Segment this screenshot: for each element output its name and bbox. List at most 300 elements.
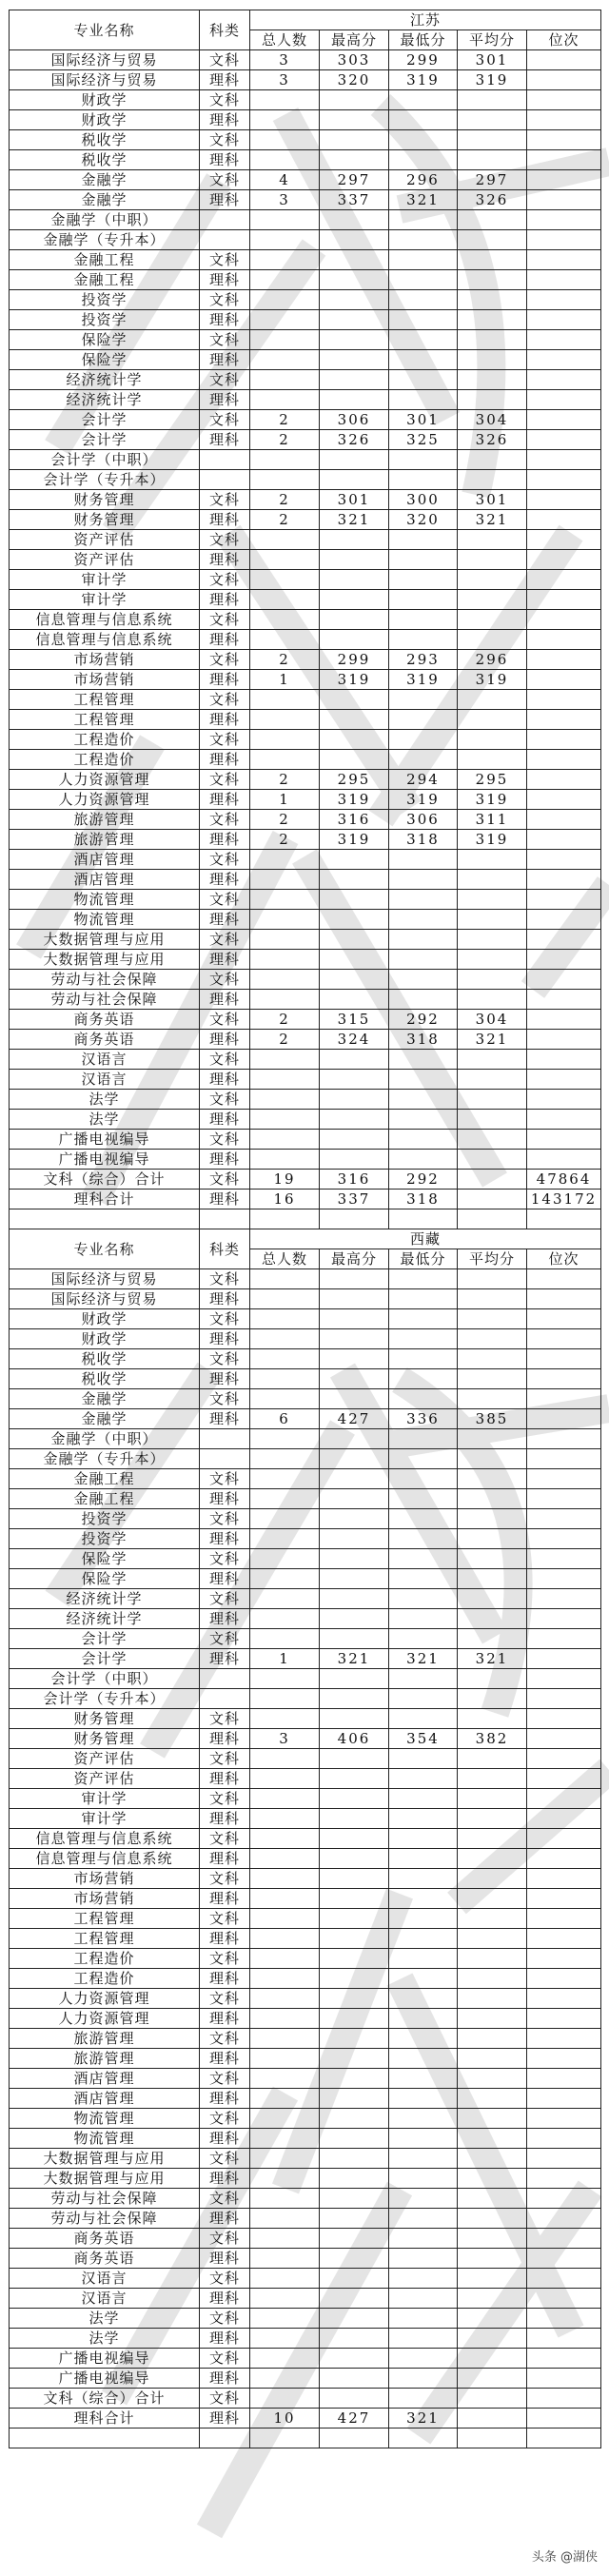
max-cell (320, 1489, 389, 1509)
avg-cell (458, 710, 527, 730)
column-header-total: 总人数 (250, 30, 320, 50)
max-cell (320, 2189, 389, 2209)
max-cell: 427 (320, 2409, 389, 2429)
table-row (10, 1649, 601, 1669)
rank-cell (527, 370, 601, 390)
category-cell (200, 450, 250, 470)
total-cell (250, 450, 320, 470)
table-row (10, 1150, 601, 1170)
avg-cell (458, 970, 527, 990)
total-cell (250, 1829, 320, 1849)
table-row (10, 1569, 601, 1589)
avg-cell (458, 630, 527, 650)
min-cell (389, 530, 458, 550)
max-cell (320, 1449, 389, 1469)
major-name-cell: 投资学 (10, 1529, 200, 1549)
table-row (10, 1389, 601, 1409)
table-row (10, 1269, 601, 1289)
max-cell (320, 250, 389, 270)
max-cell (320, 690, 389, 710)
max-cell: 337 (320, 1190, 389, 1209)
rank-cell (527, 350, 601, 370)
min-cell: 293 (389, 650, 458, 670)
category-cell: 理科 (200, 590, 250, 610)
rank-cell (527, 590, 601, 610)
avg-cell (458, 1569, 527, 1589)
category-cell (200, 230, 250, 250)
max-cell (320, 1050, 389, 1070)
major-name-cell: 法学 (10, 1110, 200, 1130)
total-cell (250, 1749, 320, 1769)
avg-cell: 311 (458, 810, 527, 830)
total-cell (250, 1509, 320, 1529)
category-cell: 文科 (200, 1629, 250, 1649)
max-cell (320, 2009, 389, 2029)
total-cell (250, 1889, 320, 1909)
rank-cell (527, 410, 601, 430)
avg-cell (458, 1589, 527, 1609)
avg-cell (458, 2069, 527, 2089)
major-name-cell: 物流管理 (10, 890, 200, 910)
min-cell (389, 1509, 458, 1529)
max-cell (320, 2129, 389, 2149)
avg-cell (458, 1849, 527, 1869)
max-cell (320, 530, 389, 550)
max-cell (320, 1669, 389, 1689)
max-cell (320, 450, 389, 470)
total-cell (250, 2269, 320, 2289)
min-cell (389, 130, 458, 150)
major-name-cell: 国际经济与贸易 (10, 70, 200, 90)
rank-cell (527, 1789, 601, 1809)
rank-cell (527, 530, 601, 550)
avg-cell (458, 1369, 527, 1389)
table-row (10, 1769, 601, 1789)
total-cell (250, 1629, 320, 1649)
category-cell: 文科 (200, 1389, 250, 1409)
min-cell (389, 870, 458, 890)
max-cell: 316 (320, 810, 389, 830)
min-cell: 301 (389, 410, 458, 430)
total-cell: 3 (250, 50, 320, 70)
major-name-cell: 市场营销 (10, 1869, 200, 1889)
major-name-cell: 会计学 (10, 1649, 200, 1669)
avg-cell (458, 690, 527, 710)
max-cell (320, 1529, 389, 1549)
total-cell (250, 1209, 320, 1229)
rank-cell (527, 1609, 601, 1629)
table-row (10, 750, 601, 770)
category-cell: 理科 (200, 150, 250, 170)
major-name-cell (10, 1209, 200, 1229)
min-cell: 319 (389, 70, 458, 90)
category-cell: 理科 (200, 2089, 250, 2109)
max-cell (320, 1429, 389, 1449)
table-row (10, 650, 601, 670)
rank-cell (527, 1649, 601, 1669)
max-cell (320, 2169, 389, 2189)
avg-cell: 319 (458, 830, 527, 850)
table-row (10, 110, 601, 130)
total-cell (250, 2009, 320, 2029)
total-cell (250, 1869, 320, 1889)
rank-cell (527, 810, 601, 830)
rank-cell (527, 1989, 601, 2009)
total-cell (250, 750, 320, 770)
rank-cell (527, 1429, 601, 1449)
total-cell (250, 2129, 320, 2149)
max-cell (320, 2149, 389, 2169)
avg-cell (458, 90, 527, 110)
category-cell: 理科 (200, 910, 250, 930)
max-cell (320, 2089, 389, 2109)
min-cell (389, 1669, 458, 1689)
table-row (10, 770, 601, 790)
table-row (10, 830, 601, 850)
rank-cell (527, 870, 601, 890)
max-cell (320, 230, 389, 250)
total-cell (250, 910, 320, 930)
min-cell (389, 2189, 458, 2209)
avg-cell (458, 2329, 527, 2349)
min-cell: 321 (389, 1649, 458, 1669)
min-cell (389, 1489, 458, 1509)
rank-cell (527, 2009, 601, 2029)
max-cell (320, 2289, 389, 2309)
rank-cell (527, 2229, 601, 2249)
max-cell: 306 (320, 410, 389, 430)
major-name-cell: 资产评估 (10, 1749, 200, 1769)
total-cell (250, 2249, 320, 2269)
max-cell (320, 1869, 389, 1889)
major-name-cell: 会计学 (10, 1629, 200, 1649)
major-name-cell: 保险学 (10, 1549, 200, 1569)
avg-cell: 319 (458, 70, 527, 90)
table-row (10, 2069, 601, 2089)
major-name-cell: 财务管理 (10, 490, 200, 510)
table-row (10, 2109, 601, 2129)
rank-cell (527, 1329, 601, 1349)
total-cell (250, 730, 320, 750)
avg-cell (458, 1909, 527, 1929)
min-cell (389, 1130, 458, 1150)
category-cell: 文科 (200, 1989, 250, 2009)
major-name-cell: 财务管理 (10, 1729, 200, 1749)
max-cell (320, 910, 389, 930)
avg-cell (458, 1789, 527, 1809)
rank-cell (527, 310, 601, 330)
table-row (10, 2289, 601, 2309)
avg-cell (458, 1090, 527, 1110)
category-cell: 理科 (200, 950, 250, 970)
max-cell (320, 470, 389, 490)
min-cell (389, 1429, 458, 1449)
table-row (10, 590, 601, 610)
avg-cell (458, 2009, 527, 2029)
category-cell: 理科 (200, 430, 250, 450)
max-cell: 324 (320, 1030, 389, 1050)
column-header-avg: 平均分 (458, 1249, 527, 1269)
table-row (10, 2369, 601, 2389)
total-cell (250, 2429, 320, 2448)
max-cell (320, 2069, 389, 2089)
table-row (10, 1969, 601, 1989)
max-cell: 301 (320, 490, 389, 510)
table-row (10, 970, 601, 990)
total-cell (250, 1389, 320, 1409)
major-name-cell: 大数据管理与应用 (10, 2169, 200, 2189)
total-cell (250, 2229, 320, 2249)
total-cell (250, 590, 320, 610)
total-cell (250, 250, 320, 270)
avg-cell: 326 (458, 190, 527, 210)
major-name-cell: 资产评估 (10, 550, 200, 570)
rank-cell (527, 1030, 601, 1050)
category-cell: 理科 (200, 1369, 250, 1389)
total-cell (250, 2049, 320, 2069)
total-cell (250, 1709, 320, 1729)
total-cell (250, 2329, 320, 2349)
major-name-cell: 金融工程 (10, 1489, 200, 1509)
avg-cell: 304 (458, 410, 527, 430)
major-name-cell: 信息管理与信息系统 (10, 1829, 200, 1849)
max-cell: 297 (320, 170, 389, 190)
category-cell: 文科 (200, 1949, 250, 1969)
category-cell: 理科 (200, 390, 250, 410)
total-cell (250, 1050, 320, 1070)
table-row (10, 370, 601, 390)
max-cell (320, 1709, 389, 1729)
min-cell (389, 850, 458, 870)
major-name-cell: 旅游管理 (10, 2029, 200, 2049)
max-cell (320, 1090, 389, 1110)
total-cell (250, 570, 320, 590)
total-cell: 3 (250, 70, 320, 90)
max-cell (320, 2249, 389, 2269)
avg-cell (458, 2089, 527, 2109)
max-cell (320, 1130, 389, 1150)
avg-cell: 296 (458, 650, 527, 670)
rank-cell (527, 110, 601, 130)
min-cell (389, 330, 458, 350)
min-cell (389, 2209, 458, 2229)
major-name-cell: 财政学 (10, 110, 200, 130)
major-name-cell (10, 2429, 200, 2448)
major-name-cell: 税收学 (10, 1349, 200, 1369)
table-row (10, 1409, 601, 1429)
total-cell (250, 210, 320, 230)
major-name-cell: 大数据管理与应用 (10, 930, 200, 950)
column-header-max: 最高分 (320, 1249, 389, 1269)
min-cell (389, 150, 458, 170)
table-row (10, 2309, 601, 2329)
table-row (10, 810, 601, 830)
column-header-max: 最高分 (320, 30, 389, 50)
min-cell: 296 (389, 170, 458, 190)
category-cell: 文科 (200, 890, 250, 910)
category-cell: 理科 (200, 2129, 250, 2149)
max-cell (320, 1389, 389, 1409)
major-name-cell: 汉语言 (10, 2269, 200, 2289)
min-cell (389, 950, 458, 970)
rank-cell (527, 1569, 601, 1589)
avg-cell: 319 (458, 670, 527, 690)
major-name-cell: 保险学 (10, 330, 200, 350)
min-cell (389, 350, 458, 370)
min-cell (389, 210, 458, 230)
major-name-cell: 工程造价 (10, 730, 200, 750)
major-name-cell: 财政学 (10, 90, 200, 110)
avg-cell (458, 470, 527, 490)
rank-cell (527, 2069, 601, 2089)
avg-cell (458, 610, 527, 630)
table-row (10, 1849, 601, 1869)
category-cell: 文科 (200, 930, 250, 950)
category-cell: 文科 (200, 2269, 250, 2289)
major-name-cell: 会计学（专升本） (10, 470, 200, 490)
max-cell (320, 2209, 389, 2229)
category-cell: 理科 (200, 350, 250, 370)
rank-cell (527, 2129, 601, 2149)
avg-cell (458, 2409, 527, 2429)
table-row (10, 1090, 601, 1110)
max-cell (320, 930, 389, 950)
min-cell (389, 1529, 458, 1549)
major-name-cell: 税收学 (10, 150, 200, 170)
category-cell: 文科 (200, 1050, 250, 1070)
major-name-cell: 人力资源管理 (10, 790, 200, 810)
rank-cell (527, 2209, 601, 2229)
avg-cell (458, 1749, 527, 1769)
avg-cell (458, 2129, 527, 2149)
min-cell: 294 (389, 770, 458, 790)
category-cell: 理科 (200, 2409, 250, 2429)
min-cell (389, 2129, 458, 2149)
max-cell (320, 150, 389, 170)
avg-cell: 304 (458, 1010, 527, 1030)
rank-cell (527, 610, 601, 630)
table-row (10, 790, 601, 810)
min-cell: 318 (389, 1190, 458, 1209)
total-cell (250, 270, 320, 290)
table-row (10, 1949, 601, 1969)
table-header-row (10, 10, 601, 30)
table-row (10, 890, 601, 910)
major-name-cell: 理科合计 (10, 2409, 200, 2429)
major-name-cell: 人力资源管理 (10, 2009, 200, 2029)
table-row (10, 1190, 601, 1209)
table-row (10, 870, 601, 890)
rank-cell (527, 250, 601, 270)
rank-cell: 47864 (527, 1170, 601, 1190)
table-row (10, 350, 601, 370)
rank-cell (527, 1629, 601, 1649)
max-cell (320, 1309, 389, 1329)
rank-cell (527, 730, 601, 750)
avg-cell (458, 1689, 527, 1709)
max-cell (320, 390, 389, 410)
rank-cell (527, 2429, 601, 2448)
major-name-cell: 会计学 (10, 430, 200, 450)
total-cell: 2 (250, 1030, 320, 1050)
category-cell: 文科 (200, 850, 250, 870)
total-cell (250, 1929, 320, 1949)
category-cell: 理科 (200, 630, 250, 650)
max-cell (320, 730, 389, 750)
category-cell: 理科 (200, 310, 250, 330)
avg-cell (458, 1989, 527, 2009)
table-row (10, 2089, 601, 2109)
table-row (10, 2029, 601, 2049)
total-cell: 10 (250, 2409, 320, 2429)
column-header-avg: 平均分 (458, 30, 527, 50)
major-name-cell: 劳动与社会保障 (10, 2209, 200, 2229)
major-name-cell: 商务英语 (10, 2249, 200, 2269)
max-cell (320, 1070, 389, 1090)
total-cell (250, 1549, 320, 1569)
major-name-cell: 金融工程 (10, 270, 200, 290)
avg-cell: 326 (458, 430, 527, 450)
major-name-cell: 会计学（专升本） (10, 1689, 200, 1709)
avg-cell (458, 1130, 527, 1150)
column-header-name: 专业名称 (10, 10, 200, 50)
category-cell: 文科 (200, 810, 250, 830)
table-row (10, 1609, 601, 1629)
rank-cell (527, 2369, 601, 2389)
rank-cell (527, 1509, 601, 1529)
min-cell (389, 110, 458, 130)
total-cell (250, 1769, 320, 1789)
max-cell (320, 2029, 389, 2049)
max-cell (320, 1269, 389, 1289)
major-name-cell: 人力资源管理 (10, 1989, 200, 2009)
rank-cell (527, 1349, 601, 1369)
avg-cell (458, 210, 527, 230)
max-cell (320, 1349, 389, 1369)
rank-cell (527, 1289, 601, 1309)
category-cell: 理科 (200, 750, 250, 770)
major-name-cell: 投资学 (10, 310, 200, 330)
total-cell (250, 2069, 320, 2089)
category-cell: 理科 (200, 790, 250, 810)
rank-cell (527, 2149, 601, 2169)
avg-cell (458, 1609, 527, 1629)
min-cell (389, 2089, 458, 2109)
total-cell (250, 1909, 320, 1929)
major-name-cell: 金融学（中职） (10, 210, 200, 230)
category-cell: 文科 (200, 1309, 250, 1329)
total-cell (250, 1489, 320, 1509)
total-cell (250, 930, 320, 950)
rank-cell (527, 2289, 601, 2309)
table-header-row (10, 1229, 601, 1249)
avg-cell: 321 (458, 1030, 527, 1050)
major-name-cell: 物流管理 (10, 910, 200, 930)
table-row (10, 450, 601, 470)
table-row (10, 610, 601, 630)
avg-cell (458, 870, 527, 890)
table-row (10, 390, 601, 410)
table-row (10, 1349, 601, 1369)
rank-cell (527, 910, 601, 930)
total-cell (250, 2369, 320, 2389)
rank-cell (527, 2409, 601, 2429)
major-name-cell: 理科合计 (10, 1190, 200, 1209)
max-cell (320, 850, 389, 870)
table-row (10, 210, 601, 230)
min-cell: 319 (389, 790, 458, 810)
rank-cell (527, 1889, 601, 1909)
